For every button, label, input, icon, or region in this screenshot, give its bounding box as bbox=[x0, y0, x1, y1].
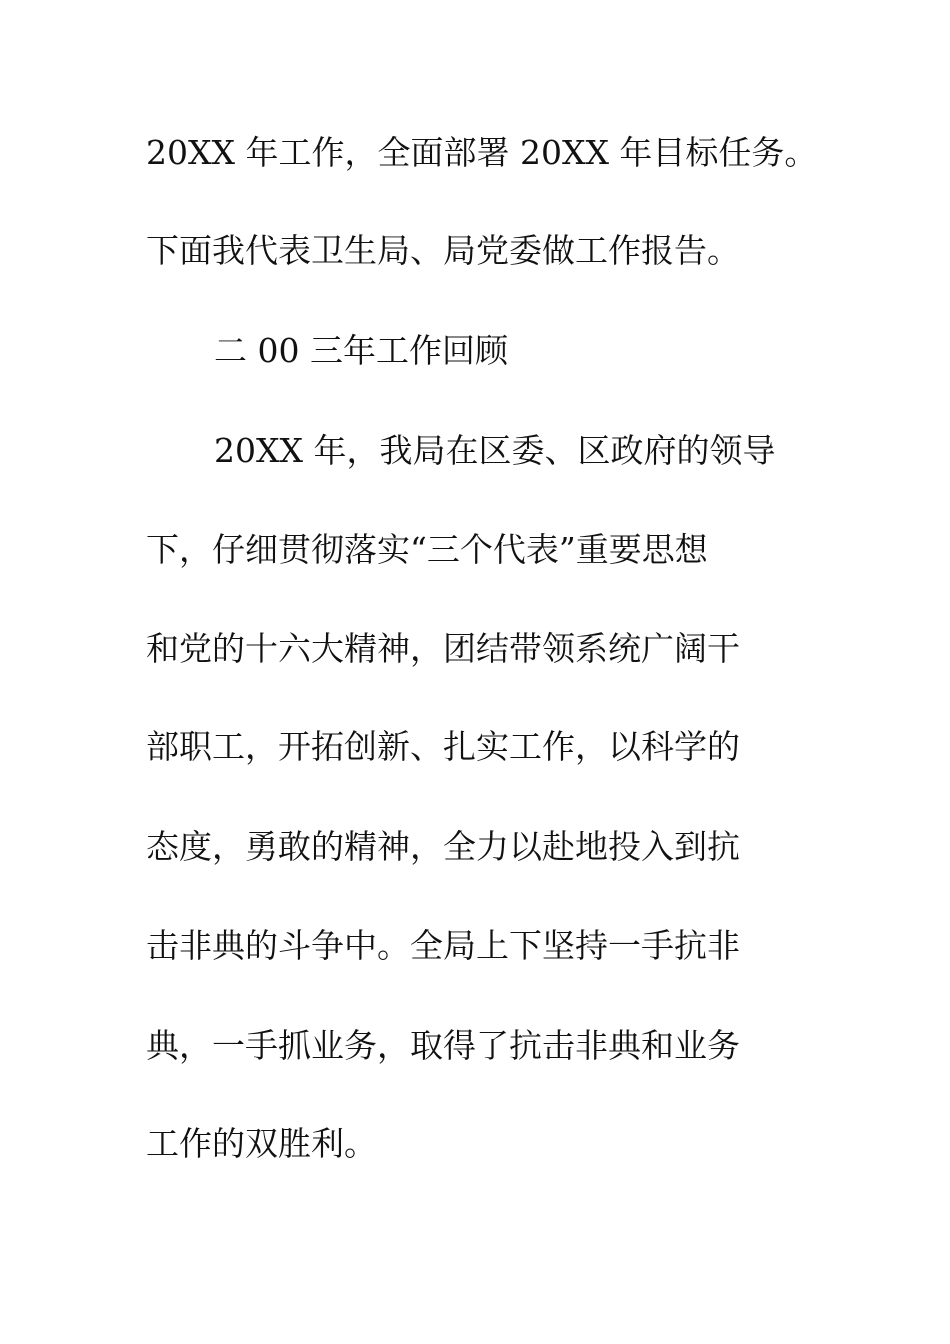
text-line-4: 20XX 年，我局在区委、区政府的领导 bbox=[214, 431, 776, 470]
text-line-2: 下面我代表卫生局、局党委做工作报告。 bbox=[146, 231, 740, 270]
text-line-5: 下，仔细贯彻落实“三个代表”重要思想 bbox=[146, 530, 708, 569]
text-line-7: 部职工，开拓创新、扎实工作，以科学的 bbox=[146, 727, 740, 766]
text-line-8: 态度，勇敢的精神，全力以赴地投入到抗 bbox=[146, 827, 740, 866]
text-line-1: 20XX 年工作，全面部署 20XX 年目标任务。 bbox=[146, 133, 818, 172]
text-line-6: 和党的十六大精神，团结带领系统广阔干 bbox=[146, 629, 740, 668]
text-line-10: 典，一手抓业务，取得了抗击非典和业务 bbox=[146, 1026, 740, 1065]
text-line-9: 击非典的斗争中。全局上下坚持一手抗非 bbox=[146, 926, 740, 965]
section-heading: 二 00 三年工作回顾 bbox=[214, 331, 508, 370]
text-line-11: 工作的双胜利。 bbox=[146, 1124, 377, 1163]
